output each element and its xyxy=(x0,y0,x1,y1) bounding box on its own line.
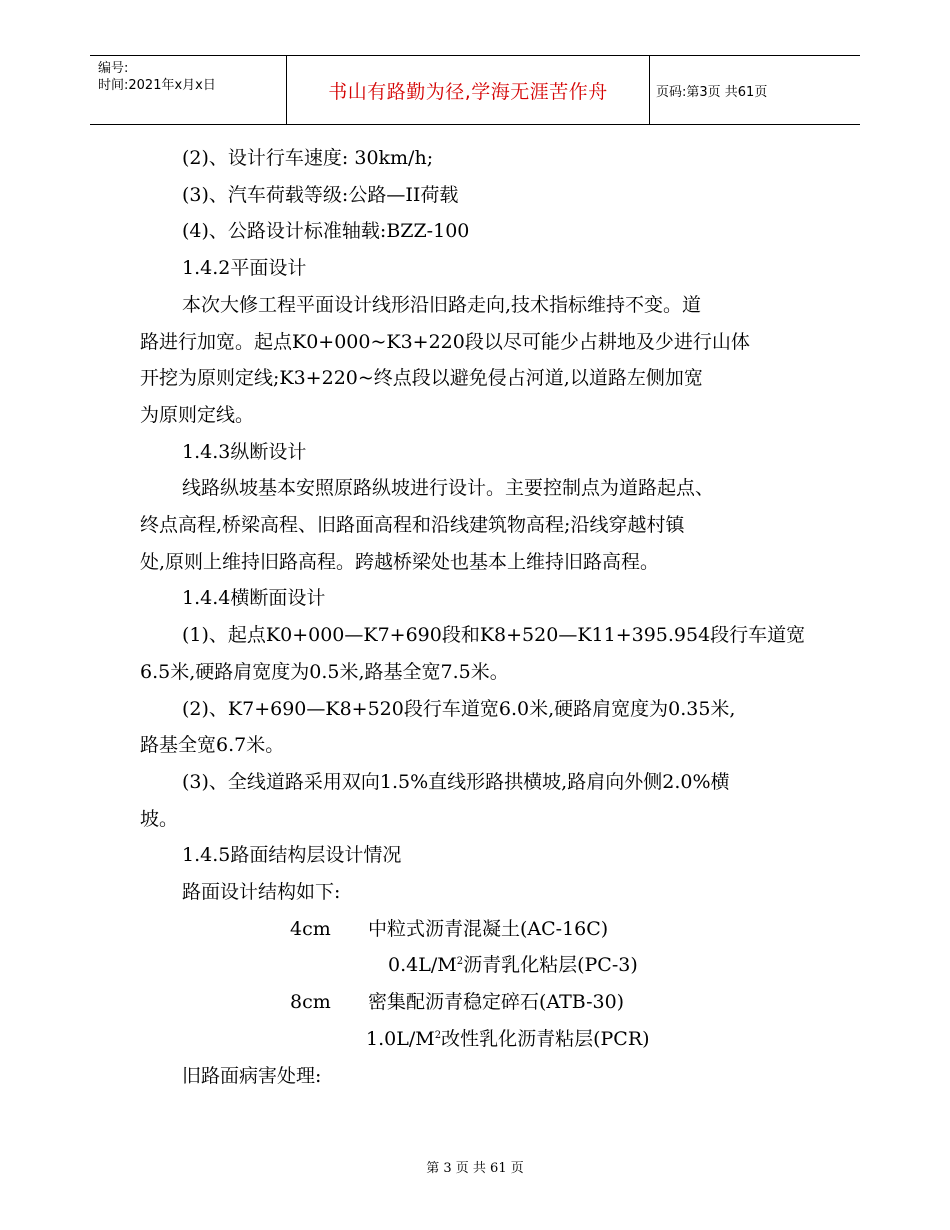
pavement-layer-1 xyxy=(140,911,820,948)
page-header xyxy=(90,55,860,125)
paragraph-line: 线路纵坡基本安照原路纵坡进行设计。主要控制点为道路起点、 xyxy=(182,477,715,500)
header-meta xyxy=(98,60,288,94)
pavement-layer-3 xyxy=(140,984,820,1021)
section-heading: 1.4.4横断面设计 xyxy=(182,587,326,610)
layer-name: 密集配沥青稳定碎石(ATB-30) xyxy=(368,991,625,1014)
header-time-label: 时间:2021年x月x日 xyxy=(98,78,216,93)
paragraph-line: 路基全宽6.7米。 xyxy=(140,734,285,757)
layer-rate: 0.4L/M xyxy=(388,954,457,977)
pavement-layer-4 xyxy=(140,1021,820,1058)
layer-name: 中粒式沥青混凝土(AC-16C) xyxy=(368,917,609,940)
header-page-label: 页码:第3页 共61页 xyxy=(656,84,768,100)
paragraph-line: 本次大修工程平面设计线形沿旧路走向,技术指标维持不变。道 xyxy=(182,293,702,316)
layer-thickness: 4cm xyxy=(290,917,331,940)
paragraph-line: 路面设计结构如下: xyxy=(182,881,341,904)
superscript: 2 xyxy=(456,956,464,968)
paragraph-line: (2)、设计行车速度: 30km/h; xyxy=(182,147,434,169)
superscript: 2 xyxy=(434,1029,442,1041)
section-heading: 1.4.5路面结构层设计情况 xyxy=(182,844,402,867)
paragraph-line: (1)、起点K0+000—K7+690段和K8+520—K11+395.954段行车道宽 xyxy=(182,624,806,647)
paragraph-line: 旧路面病害处理: xyxy=(182,1064,322,1087)
paragraph-line: (3)、汽车荷载等级:公路—II荷载 xyxy=(182,183,459,206)
paragraph-line: (2)、K7+690—K8+520段行车道宽6.0米,硬路肩宽度为0.35米, xyxy=(182,697,736,720)
layer-thickness: 8cm xyxy=(290,991,331,1014)
paragraph-line: 为原则定线。 xyxy=(140,403,255,426)
section-heading: 1.4.2平面设计 xyxy=(182,257,307,280)
paragraph-line: (4)、公路设计标准轴载:BZZ-100 xyxy=(182,220,470,243)
layer-name: 沥青乳化粘层(PC-3) xyxy=(463,954,638,977)
document-body xyxy=(140,140,820,1094)
layer-rate: 1.0L/M xyxy=(366,1027,435,1050)
paragraph-line: 坡。 xyxy=(140,807,179,830)
layer-name: 改性乳化沥青粘层(PCR) xyxy=(441,1027,650,1050)
pavement-layer-2 xyxy=(140,947,820,984)
header-motto: 书山有路勤为径,学海无涯苦作舟 xyxy=(286,56,650,124)
section-heading: 1.4.3纵断设计 xyxy=(182,440,307,463)
paragraph-line: 6.5米,硬路肩宽度为0.5米,路基全宽7.5米。 xyxy=(140,660,509,683)
paragraph-line: 路进行加宽。起点K0+000~K3+220段以尽可能少占耕地及少进行山体 xyxy=(140,330,750,353)
paragraph-line: 开挖为原则定线;K3+220~终点段以避免侵占河道,以道路左侧加宽 xyxy=(140,367,703,390)
paragraph-line: 处,原则上维持旧路高程。跨越桥梁处也基本上维持旧路高程。 xyxy=(140,550,660,573)
paragraph-line: 终点高程,桥梁高程、旧路面高程和沿线建筑物高程;沿线穿越村镇 xyxy=(140,514,685,537)
header-number-label: 编号: xyxy=(98,61,129,76)
paragraph-line: (3)、全线道路采用双向1.5%直线形路拱横坡,路肩向外侧2.0%横 xyxy=(182,770,730,793)
page-footer: 第 3 页 共 61 页 xyxy=(426,1161,524,1176)
